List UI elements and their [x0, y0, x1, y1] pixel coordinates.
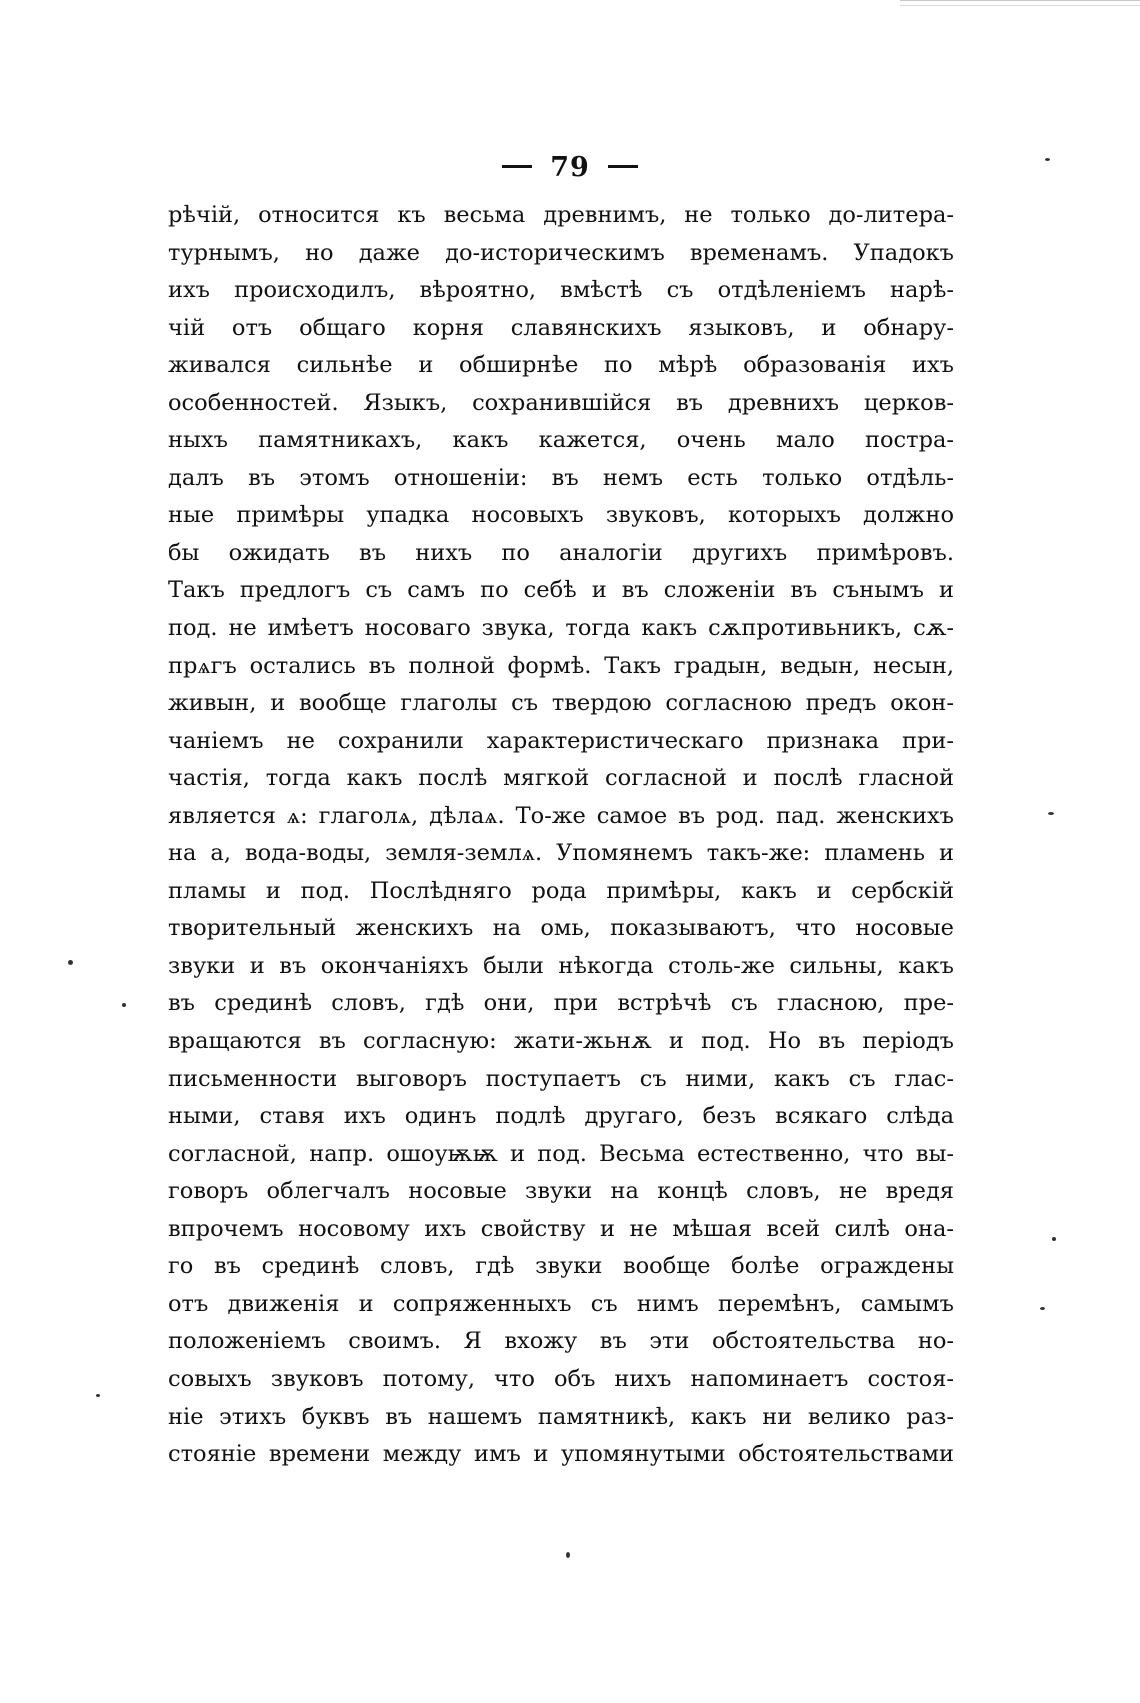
text-line: ными, ставя ихъ одинъ подлѣ другаго, безъ всякаго слѣда	[168, 1103, 954, 1130]
page-number: 79	[550, 152, 590, 183]
scan-speck	[1040, 1307, 1045, 1310]
text-line: совыхъ звуковъ потому, что объ нихъ напоминаетъ состоя-	[168, 1365, 954, 1392]
text-line: турнымъ, но даже до-историческимъ временамъ. Упадокъ	[168, 239, 954, 266]
left-dash	[502, 165, 532, 168]
page-number-header	[0, 152, 1140, 183]
right-dash	[608, 165, 638, 168]
text-line: живался сильнѣе и обширнѣе по мѣрѣ образованія ихъ	[168, 352, 954, 379]
text-line: ные примѣры упадка носовыхъ звуковъ, которыхъ должно	[168, 502, 954, 529]
text-line: говоръ облегчалъ носовые звуки на концѣ словъ, не вредя	[168, 1178, 954, 1205]
text-line: бы ожидать въ нихъ по аналогіи другихъ примѣровъ.	[168, 539, 954, 566]
text-line: положеніемъ своимъ. Я вхожу въ эти обстоятельства но-	[168, 1328, 954, 1355]
text-line: Такъ предлогъ съ самъ по себѣ и въ сложеніи въ сънымъ и	[168, 577, 954, 604]
scan-speck	[566, 1552, 570, 1558]
scan-speck	[96, 1394, 100, 1397]
text-line: живын, и вообще глаголы съ твердою согласною предъ окон-	[168, 690, 954, 717]
scan-speck	[122, 1003, 126, 1007]
text-line: чаніемъ не сохранили характеристическаго признака при-	[168, 727, 954, 754]
text-line: является ѧ: глаголѧ, дѣлаѧ. То-же самое въ род. пад. женскихъ	[168, 802, 954, 829]
text-line: творительный женскихъ на омь, показываютъ, что носовые	[168, 915, 954, 942]
text-line: отъ движенія и сопряженныхъ съ нимъ перемѣнъ, самымъ	[168, 1290, 954, 1317]
scan-speck	[1048, 812, 1054, 815]
text-line: прѧгъ остались въ полной формѣ. Такъ градын, ведын, несын,	[168, 652, 954, 679]
text-line: ихъ происходилъ, вѣроятно, вмѣстѣ съ отдѣленіемъ нарѣ-	[168, 277, 954, 304]
text-line: под. не имѣетъ носоваго звука, тогда какъ сѫпротивьникъ, сѫ-	[168, 615, 954, 642]
body-text	[168, 197, 954, 1474]
scan-speck	[1052, 1237, 1056, 1241]
text-line: на а, вода-воды, земля-землѧ. Упомянемъ такъ-же: пламень и	[168, 840, 954, 867]
page-edge-lines	[900, 0, 1140, 6]
text-line: ніе этихъ буквъ въ нашемъ памятникѣ, какъ ни велико раз-	[168, 1403, 954, 1430]
text-line: звуки и въ окончаніяхъ были нѣкогда столь-же сильны, какъ	[168, 952, 954, 979]
text-line: согласной, напр. ошоуѭѭ и под. Весьма естественно, что вы-	[168, 1140, 954, 1167]
text-line: далъ въ этомъ отношеніи: въ немъ есть только отдѣль-	[168, 464, 954, 491]
text-line: пламы и под. Послѣдняго рода примѣры, какъ и сербскій	[168, 877, 954, 904]
text-line: вращаются въ согласную: жати-жьнѫ и под. Но въ періодъ	[168, 1028, 954, 1055]
text-line: ныхъ памятникахъ, какъ кажется, очень мало постра-	[168, 427, 954, 454]
text-line: въ срединѣ словъ, гдѣ они, при встрѣчѣ съ гласною, пре-	[168, 990, 954, 1017]
text-line: особенностей. Языкъ, сохранившійся въ древнихъ церков-	[168, 389, 954, 416]
text-line: рѣчій, относится къ весьма древнимъ, не только до-литера-	[168, 202, 954, 228]
text-line: впрочемъ носовому ихъ свойству и не мѣшая всей силѣ она-	[168, 1215, 954, 1242]
scan-speck	[68, 960, 73, 965]
text-line: частія, тогда какъ послѣ мягкой согласной и послѣ гласной	[168, 765, 954, 792]
text-line: письменности выговоръ поступаетъ съ ними, какъ съ глас-	[168, 1065, 954, 1092]
text-line: чій отъ общаго корня славянскихъ языковъ, и обнару-	[168, 314, 954, 341]
text-line: го въ срединѣ словъ, гдѣ звуки вообще болѣе ограждены	[168, 1253, 954, 1280]
text-line: стояніе времени между имъ и упомянутыми обстоятельствами	[168, 1441, 954, 1468]
scan-speck	[1045, 158, 1050, 161]
